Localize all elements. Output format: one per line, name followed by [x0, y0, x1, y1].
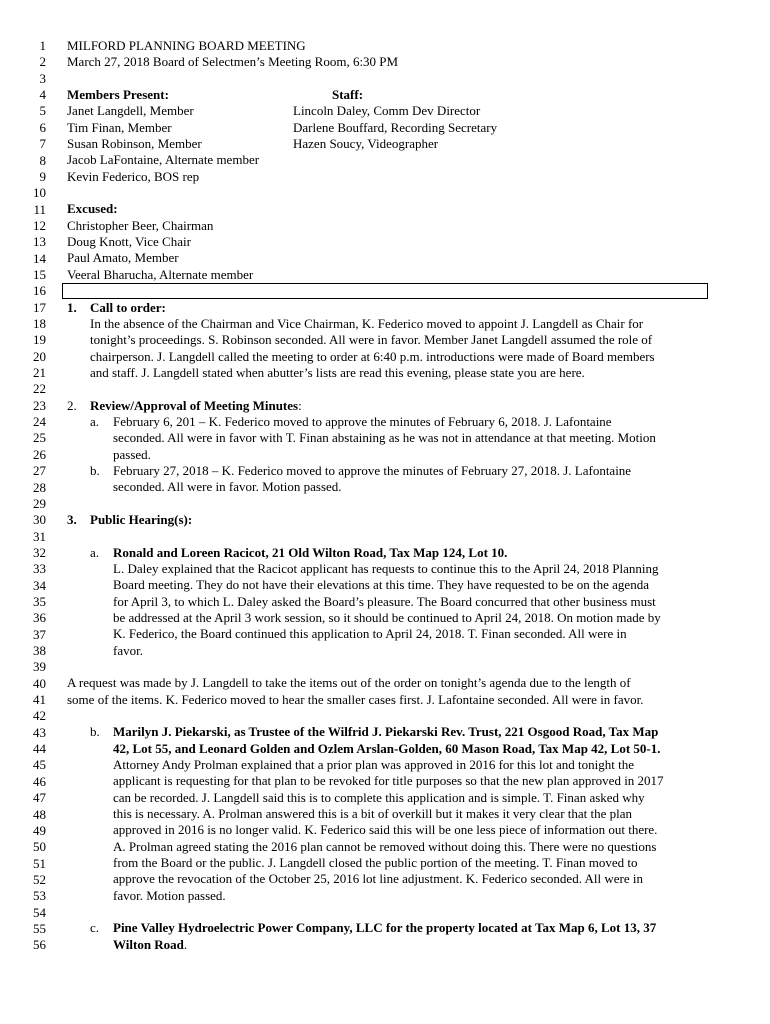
section-2b-label: b.	[90, 463, 100, 478]
section-2-number: 2.	[67, 398, 77, 413]
section-3a-title: Ronald and Loreen Racicot, 21 Old Wilton Road, Tax Map 124, Lot 10.	[113, 545, 508, 560]
section-3b-text-line: Attorney Andy Prolman explained that a prior plan was approved in 2016 for this lot and tonight the	[113, 757, 634, 772]
section-2-heading-line	[90, 398, 302, 414]
line-number: 2	[39, 54, 46, 70]
line-number: 54	[33, 904, 46, 920]
staff-heading: Staff:	[332, 87, 364, 102]
line-number: 39	[33, 659, 46, 675]
line-number: 27	[33, 463, 46, 479]
line-number: 13	[33, 234, 46, 250]
line-number: 49	[33, 822, 46, 838]
section-3b-text-line: this is necessary. A. Prolman answered this is a bit of overkill but it makes it very clear that the plan	[113, 806, 633, 821]
member-item: Susan Robinson, Member	[67, 136, 202, 151]
section-3a-label: a.	[90, 545, 100, 560]
section-1-text-line: tonight’s proceedings. S. Robinson seconded. All were in favor. Member Janet Langdell assumed the role of	[90, 332, 653, 347]
line-number: 37	[33, 626, 46, 642]
line-number: 48	[33, 806, 46, 822]
line-number: 15	[33, 266, 46, 282]
line-number: 40	[33, 675, 46, 691]
line-number: 14	[33, 250, 46, 266]
line-number: 52	[33, 871, 46, 887]
line-number: 50	[33, 839, 46, 855]
line-number: 47	[33, 790, 46, 806]
line-number: 5	[39, 103, 46, 119]
line-number: 16	[33, 283, 46, 299]
line-number: 11	[33, 201, 46, 217]
member-item: Tim Finan, Member	[67, 120, 172, 135]
line-number: 10	[33, 185, 46, 201]
section-3b-text-line: favor. Motion passed.	[113, 888, 226, 903]
line-number: 43	[33, 724, 46, 740]
section-3c-title-line-2	[113, 937, 187, 953]
section-3-heading: Public Hearing(s):	[90, 512, 193, 527]
section-3a-text-line: Board meeting. They do not have their elevations at this time. They have requested to be on the agenda	[113, 577, 649, 592]
excused-item: Paul Amato, Member	[67, 250, 179, 265]
agenda-request-line: some of the items. K. Federico moved to hear the smaller cases first. J. Lafontaine seconded. All were in favor.	[67, 692, 644, 707]
section-3a-text-line: be addressed at the April 3 work session, so it should be continued to April 24, 2018. On motion made by	[113, 610, 661, 625]
section-2-heading-colon: :	[298, 398, 302, 413]
line-number: 21	[33, 365, 46, 380]
section-3b-text-line: approved in 2016 is no longer valid. K. Federico said this will be one less piece of information out there.	[113, 822, 658, 837]
line-number: 7	[39, 136, 46, 152]
line-number: 42	[33, 708, 46, 724]
line-number: 45	[33, 757, 46, 773]
line-number: 30	[33, 512, 46, 528]
section-3a-text-line: K. Federico, the Board continued this application to April 24, 2018. T. Finan seconded. All were in	[113, 626, 627, 641]
section-3b-text-line: approve the revocation of the October 25, 2016 lot line adjustment. K. Federico seconded. All were in	[113, 871, 643, 886]
line-number: 51	[33, 855, 46, 871]
excused-item: Veeral Bharucha, Alternate member	[67, 267, 254, 282]
line-number: 33	[33, 561, 46, 577]
excused-item: Christopher Beer, Chairman	[67, 218, 214, 233]
line-number: 36	[33, 610, 46, 626]
line-number: 24	[33, 414, 46, 430]
line-number: 26	[33, 446, 46, 462]
section-2a-label: a.	[90, 414, 100, 429]
member-item: Kevin Federico, BOS rep	[67, 169, 200, 184]
line-number: 44	[33, 741, 46, 757]
agenda-request-line: A request was made by J. Langdell to take the items out of the order on tonight’s agenda due to the length of	[67, 675, 631, 690]
document-title: MILFORD PLANNING BOARD MEETING	[67, 38, 306, 53]
section-3b-text-line: can be recorded. J. Langdell said this is to complete this application and is simple. T. Finan asked why	[113, 790, 645, 805]
member-item: Janet Langdell, Member	[67, 103, 194, 118]
section-3c-title-end: .	[183, 937, 188, 952]
line-number: 53	[33, 888, 46, 904]
line-number: 38	[33, 643, 46, 658]
excused-item: Doug Knott, Vice Chair	[67, 234, 191, 249]
section-2a-text-line: seconded. All were in favor with T. Finan abstaining as he was not in attendance at that meeting. Motion	[113, 430, 656, 445]
line-number: 56	[33, 937, 46, 953]
separator-box	[62, 283, 708, 299]
section-3b-label: b.	[90, 724, 100, 739]
section-1-text-line: chairperson. J. Langdell called the meeting to order at 6:40 p.m. introductions were made of Board members	[90, 349, 655, 364]
line-number: 1	[39, 38, 46, 53]
line-number: 41	[33, 692, 46, 707]
staff-item: Lincoln Daley, Comm Dev Director	[293, 103, 481, 118]
line-number: 46	[33, 773, 46, 789]
line-number: 23	[33, 397, 46, 413]
staff-item: Hazen Soucy, Videographer	[293, 136, 439, 151]
line-number: 12	[33, 217, 46, 233]
section-3c-title-line: Pine Valley Hydroelectric Power Company, LLC for the property located at Tax Map 6, Lot 13, 37	[113, 920, 657, 935]
line-number: 32	[33, 544, 46, 560]
section-2b-text-line: seconded. All were in favor. Motion passed.	[113, 479, 342, 494]
line-number: 9	[39, 168, 46, 184]
line-number: 19	[33, 332, 46, 348]
section-3b-title-line: Marilyn J. Piekarski, as Trustee of the Wilfrid J. Piekarski Rev. Trust, 221 Osgood Road, Tax Map	[113, 724, 659, 739]
line-number: 8	[39, 152, 46, 168]
line-number: 17	[33, 299, 46, 315]
line-number: 25	[33, 430, 46, 446]
line-number: 31	[33, 528, 46, 544]
section-1-number: 1.	[67, 300, 77, 315]
section-1-text-line: In the absence of the Chairman and Vice Chairman, K. Federico moved to appoint J. Langdell as Chair for	[90, 316, 644, 331]
section-3a-text-line: favor.	[113, 643, 143, 658]
meeting-date-location: March 27, 2018 Board of Selectmen’s Meeting Room, 6:30 PM	[67, 54, 399, 69]
line-number: 22	[33, 381, 46, 397]
line-number: 4	[39, 87, 46, 103]
line-number: 55	[33, 920, 46, 936]
line-number: 6	[39, 119, 46, 135]
line-number: 35	[33, 593, 46, 609]
section-2-heading: Review/Approval of Meeting Minutes	[90, 398, 299, 413]
section-3-number: 3.	[67, 512, 77, 527]
section-3a-text-line: for April 3, to which L. Daley asked the Board’s pleasure. The Board concurred that other business must	[113, 594, 656, 609]
section-2a-text-line: February 6, 201 – K. Federico moved to approve the minutes of February 6, 2018. J. Lafontaine	[113, 414, 612, 429]
excused-heading: Excused:	[67, 201, 118, 216]
section-3b-title-line: 42, Lot 55, and Leonard Golden and Ozlem Arslan-Golden, 60 Mason Road, Tax Map 42, Lot 50-1.	[113, 741, 661, 756]
line-number: 18	[33, 316, 46, 331]
member-item: Jacob LaFontaine, Alternate member	[67, 152, 260, 167]
section-3b-text-line: A. Prolman agreed stating the 2016 plan cannot be removed without doing this. There were no questions	[113, 839, 657, 854]
section-1-text-line: and staff. J. Langdell stated when abutter’s lists are read this evening, please state you are here.	[90, 365, 585, 380]
line-number: 29	[33, 495, 46, 511]
section-3b-text-line: applicant is requesting for that plan to be revoked for title purposes so that the new plan approved in 2017	[113, 773, 664, 788]
line-number: 20	[33, 348, 46, 364]
line-number: 28	[33, 479, 46, 495]
staff-item: Darlene Bouffard, Recording Secretary	[293, 120, 498, 135]
section-2a-text-line: passed.	[113, 447, 151, 462]
section-3b-text-line: from the Board or the public. J. Langdell closed the public portion of the meeting. T. Finan moved to	[113, 855, 638, 870]
section-2b-text-line: February 27, 2018 – K. Federico moved to approve the minutes of February 27, 2018. J. Lafontaine	[113, 463, 632, 478]
section-3a-text-line: L. Daley explained that the Racicot applicant has requests to continue this to the April 24, 2018 Planning	[113, 561, 659, 576]
members-present-heading: Members Present:	[67, 87, 169, 102]
section-3c-title-text: Wilton Road	[113, 937, 184, 952]
section-1-heading: Call to order:	[90, 300, 166, 315]
line-number: 34	[33, 577, 46, 593]
section-3c-label: c.	[90, 920, 100, 935]
line-number: 3	[39, 70, 46, 86]
